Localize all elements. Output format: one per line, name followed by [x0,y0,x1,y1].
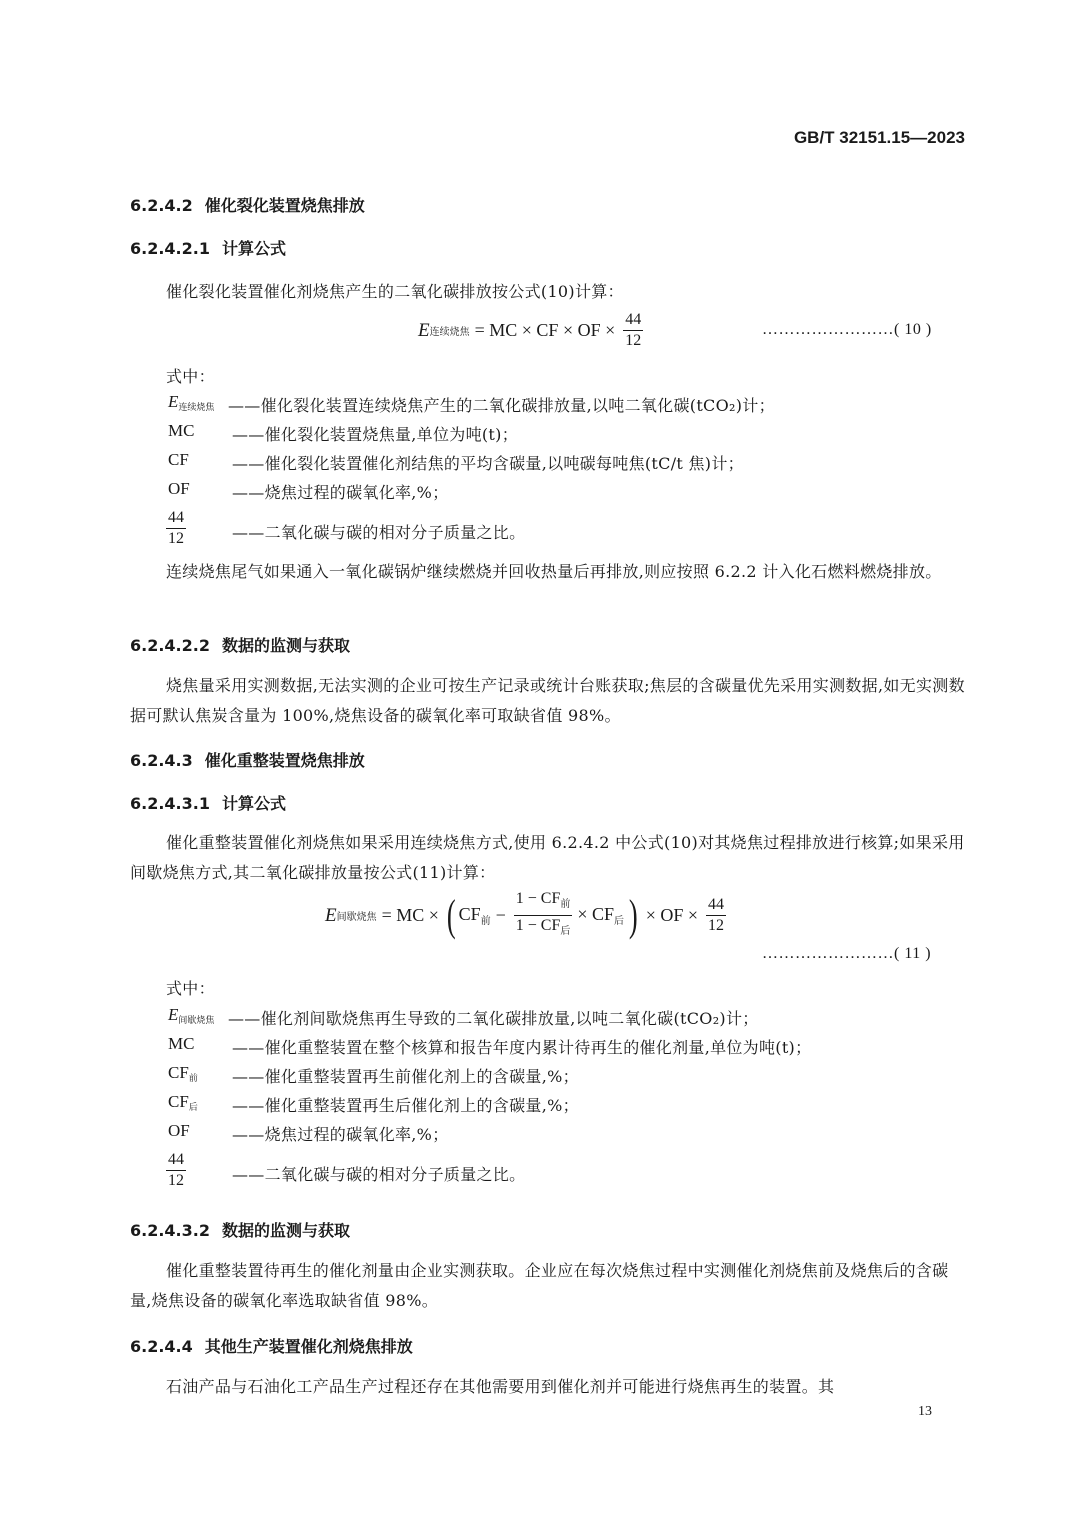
paragraph: 烧焦量采用实测数据,无法实测的企业可按生产记录或统计台账获取;焦层的含碳量优先采用实测数据,如无实测数据可默认焦炭含量为 100%,烧焦设备的碳氧化率可取缺省值 98%。 [130,676,965,725]
def-symbol-fraction [166,1151,186,1190]
def-symbol [168,1063,198,1084]
equation-number-10 [762,321,932,339]
def-symbol [168,1092,198,1113]
inner-fraction [514,890,573,941]
section-title: 催化重整装置烧焦排放 [204,751,365,770]
paragraph: 催化重整装置催化剂烧焦如果采用连续烧焦方式,使用 6.2.4.2 中公式(10)对其烧焦过程排放进行核算;如果采用间歇烧焦方式,其二氧化碳排放量按公式(11)计算： [130,833,965,882]
def-text: ——催化重整装置再生前催化剂上的含碳量,%； [232,1067,579,1086]
denominator-text: 1 − CF [515,917,561,934]
section-heading-6-2-4-3-1 [130,791,286,814]
cf-symbol: CF [168,1063,189,1082]
section-heading-6-2-4-3 [130,748,365,771]
formula-11 [325,890,729,941]
cf-front [459,904,491,927]
def-symbol [168,392,214,413]
standard-code: GB/T 32151.15—2023 [793,128,965,147]
section-title: 数据的监测与获取 [221,1221,350,1240]
def-text: ——烧焦过程的碳氧化率,%； [232,1125,449,1144]
section-number: 6.2.4.4 [130,1337,193,1356]
def-text: ——二氧化碳与碳的相对分子质量之比。 [232,1165,526,1184]
fraction-44-12 [706,896,726,935]
def-symbol-fraction [166,509,186,548]
section-number: 6.2.4.2 [130,196,193,215]
def-symbol: OF [168,479,190,498]
fraction-denominator [514,916,573,941]
def-text: ——催化裂化装置催化剂结焦的平均含碳量,以吨碳每吨焦(tC/t 焦)计； [232,454,744,473]
left-paren: ( [446,890,456,940]
paragraph: 石油产品与石油化工产品生产过程还存在其他需要用到催化剂并可能进行烧焦再生的装置。其 [166,1377,835,1396]
formula-rhs: = MC × CF × OF × [474,320,616,340]
subscript: 前 [188,1073,198,1083]
subscript: 连续烧焦 [429,327,470,338]
variable-e: E [168,392,179,411]
def-text: ——烧焦过程的碳氧化率,%； [232,483,449,502]
dot-leader: …………………… [762,321,894,338]
def-text: ——二氧化碳与碳的相对分子质量之比。 [232,523,526,542]
section-heading-6-2-4-4 [130,1334,413,1357]
section-number: 6.2.4.3.2 [130,1221,210,1240]
section-heading-6-2-4-2-1 [130,236,286,259]
equation-number-11 [762,945,931,963]
section-title: 计算公式 [221,794,286,813]
section-title: 数据的监测与获取 [221,636,350,655]
variable-e: E [325,904,337,926]
fraction-numerator: 44 [623,311,643,331]
fraction-denominator: 12 [168,530,184,547]
subscript: 前 [560,899,571,910]
fraction-numerator: 44 [166,1151,186,1171]
def-symbol [168,1005,214,1026]
page-number: 13 [918,1404,932,1419]
subscript: 间歇烧焦 [178,1015,215,1025]
section-heading-6-2-4-2 [130,193,365,216]
section-title: 计算公式 [221,239,286,258]
def-symbol: MC [168,1034,195,1053]
def-text: ——催化裂化装置烧焦量,单位为吨(t)； [232,425,519,444]
def-symbol: OF [168,1121,190,1140]
def-text: ——催化剂间歇烧焦再生导致的二氧化碳排放量,以吨二氧化碳(tCO₂)计； [228,1009,759,1028]
fraction-numerator [514,890,573,916]
def-symbol: MC [168,421,195,440]
formula-eq: = MC × [381,905,439,925]
cf-symbol: CF [168,1092,189,1111]
times-cf [577,904,624,927]
section-number: 6.2.4.3.1 [130,794,210,813]
fraction-44-12 [166,1151,186,1190]
where-label: 式中： [166,979,215,998]
subscript: 连续烧焦 [178,402,215,412]
subscript: 后 [188,1102,198,1112]
section-heading-6-2-4-2-2 [130,633,350,656]
where-label: 式中： [166,367,215,386]
fraction-44-12 [623,311,643,350]
def-symbol: CF [168,450,189,469]
section-title: 其他生产装置催化剂烧焦排放 [204,1337,413,1356]
def-text: ——催化裂化装置连续烧焦产生的二氧化碳排放量,以吨二氧化碳(tCO₂)计； [228,396,775,415]
times-cf-text: × CF [577,904,615,924]
variable-e: E [418,319,430,341]
dot-leader: …………………… [762,945,894,962]
section-heading-6-2-4-3-2 [130,1218,350,1241]
section-title: 催化裂化装置烧焦排放 [204,196,365,215]
subscript: 后 [560,926,571,937]
subscript: 后 [614,916,625,927]
subscript: 间歇烧焦 [336,912,377,923]
section-number: 6.2.4.3 [130,751,193,770]
subscript: 前 [480,916,491,927]
variable-e: E [168,1005,179,1024]
right-paren: ) [628,890,638,940]
numerator-text: 1 − CF [515,890,561,907]
fraction-numerator: 44 [706,896,726,916]
paragraph: 连续烧焦尾气如果通入一氧化碳锅炉继续燃烧并回收热量后再排放,则应按照 6.2.2 计入化石燃料燃烧排放。 [166,562,942,581]
def-text: ——催化重整装置在整个核算和报告年度内累计待再生的催化剂量,单位为吨(t)； [232,1038,812,1057]
fraction-denominator: 12 [168,1172,184,1189]
fraction-44-12 [166,509,186,548]
paragraph: 催化重整装置待再生的催化剂量由企业实测获取。企业应在每次烧焦过程中实测催化剂烧焦前及烧焦后的含碳量,烧焦设备的碳氧化率选取缺省值 98%。 [130,1261,949,1310]
equation-number: ( 11 ) [894,945,932,962]
intro-paragraph: 催化裂化装置催化剂烧焦产生的二氧化碳排放按公式(10)计算： [166,282,624,301]
fraction-denominator: 12 [625,332,642,349]
section-number: 6.2.4.2.2 [130,636,210,655]
equation-number: ( 10 ) [894,321,932,338]
fraction-denominator: 12 [708,917,725,934]
fraction-numerator: 44 [166,509,186,529]
cf-symbol: CF [458,904,481,924]
section-number: 6.2.4.2.1 [130,239,210,258]
def-text: ——催化重整装置再生后催化剂上的含碳量,%； [232,1096,579,1115]
formula-10 [418,311,646,350]
minus-sign: − [495,905,506,925]
formula-tail: × OF × [645,905,699,925]
